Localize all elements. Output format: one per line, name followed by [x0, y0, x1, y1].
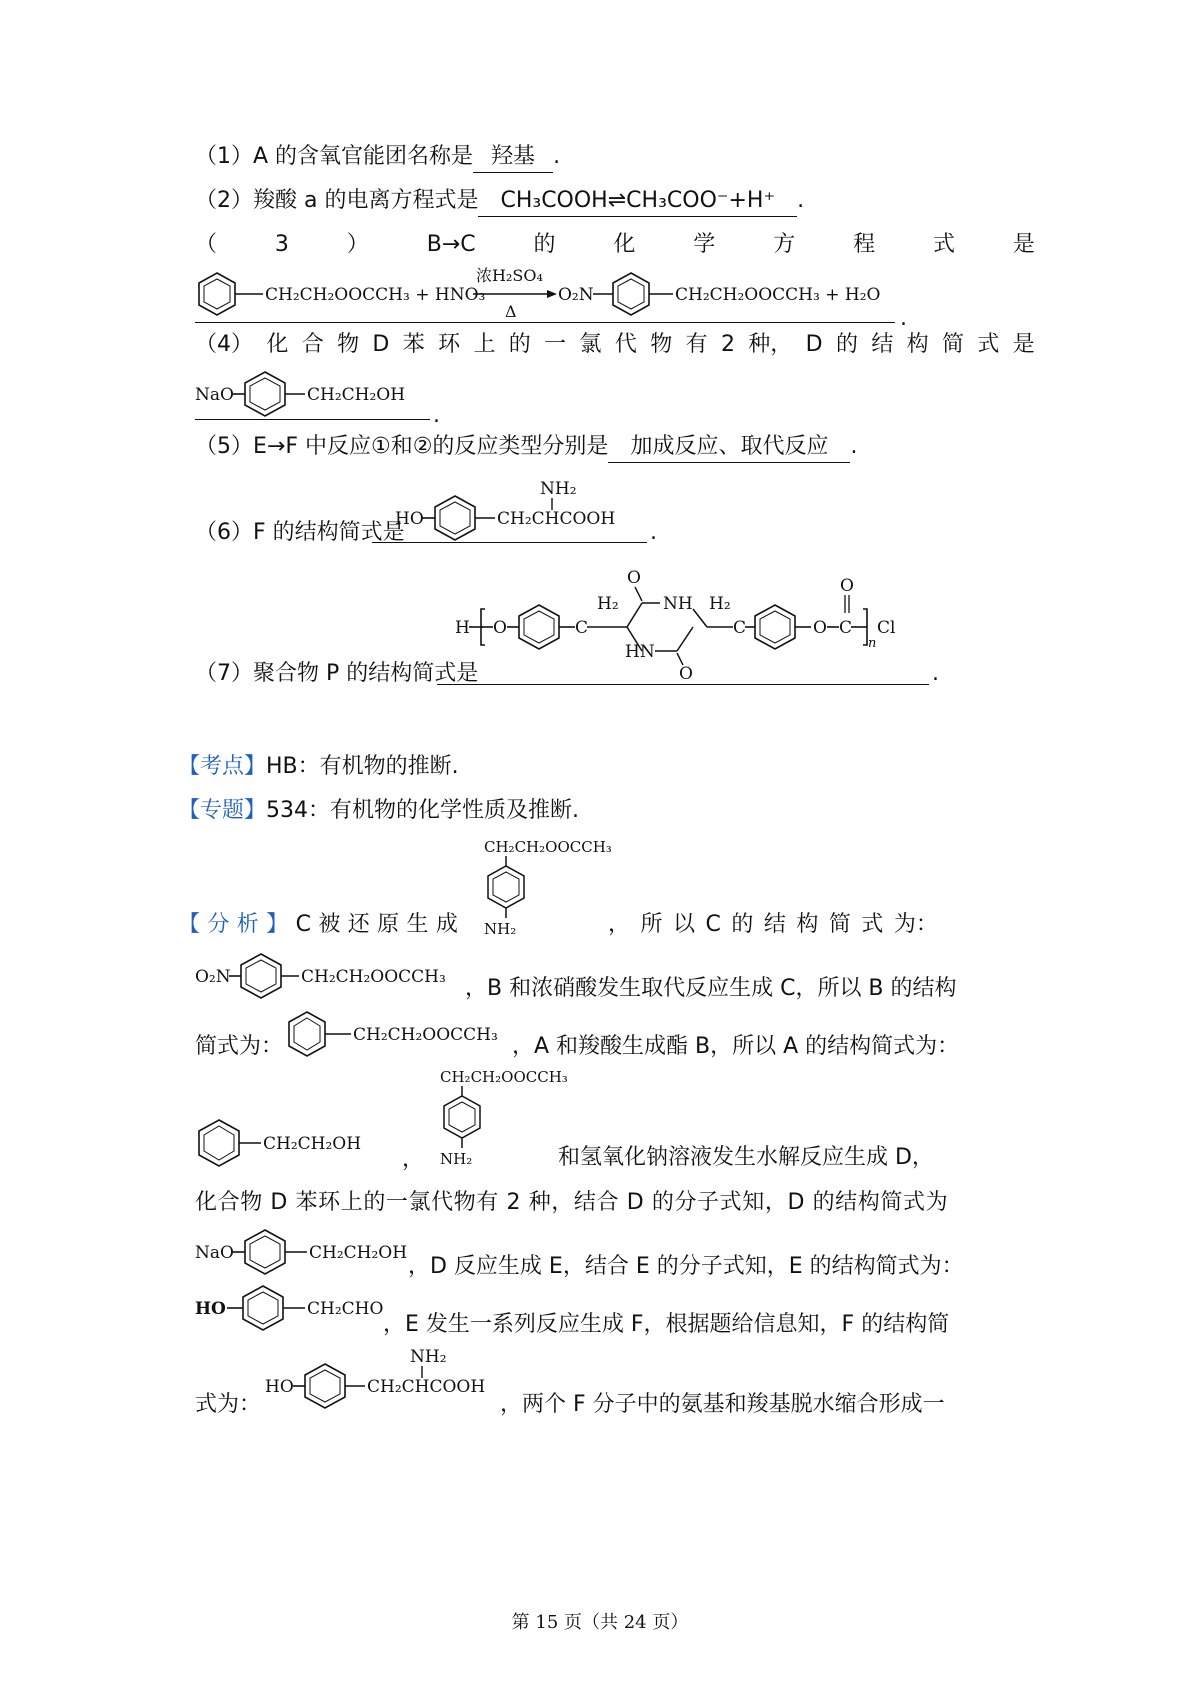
- fenxi-s5-bottom: NH₂: [440, 1150, 473, 1168]
- fenxi-s7-right: CH₂CHO: [307, 1299, 384, 1319]
- q1-line: [195, 142, 560, 173]
- fenxi-s2-right: CH₂CH₂OOCCH₃: [301, 967, 446, 987]
- q4-token: 物: [650, 332, 673, 357]
- fenxi-l1-token: 还: [347, 912, 370, 937]
- q6-left: HO: [395, 509, 424, 529]
- q4-token: 是: [1012, 332, 1035, 357]
- fenxi-line1-tail: [608, 910, 938, 940]
- q7-h: H: [455, 618, 470, 638]
- fenxi-l8-text: ，两个 F 分子中的氨基和羧基脱水缩合形成一: [500, 1392, 945, 1417]
- q4-token: 结: [871, 332, 894, 357]
- q3-equation: [195, 265, 915, 329]
- q3-answer-line: [195, 322, 895, 323]
- page-footer: 第 15 页（共 24 页）: [511, 1612, 689, 1633]
- q3-reactant1: CH₂CH₂OOCCH₃ + HNO₃: [265, 285, 486, 305]
- q5-prefix: （5）E→F 中反应①和②的反应类型分别是: [195, 434, 609, 459]
- q4-answer-line: [195, 419, 430, 420]
- q3-token: 3: [274, 232, 289, 257]
- q4-token: 式: [977, 332, 1000, 357]
- q4-token: 苯: [402, 332, 425, 357]
- q7-c1: C: [575, 618, 589, 638]
- fenxi-s6-left: NaO: [195, 1243, 234, 1263]
- q3-token: （: [195, 232, 218, 257]
- fenxi-s7-left: HO: [195, 1299, 226, 1319]
- q4-token: 环: [438, 332, 461, 357]
- fenxi-s8: [265, 1342, 505, 1418]
- q4-structure: [195, 368, 435, 422]
- q2-prefix: （2）羧酸 a 的电离方程式是: [195, 188, 479, 213]
- q6-right: CH₂CHCOOH: [497, 509, 616, 529]
- q1-answer: 羟基: [473, 142, 553, 173]
- q7-ch2a: H₂: [597, 594, 619, 614]
- q7-suffix: .: [932, 661, 939, 686]
- q3-product-tail: CH₂CH₂OOCCH₃ + H₂O: [675, 285, 881, 305]
- q3-spread-line: [195, 230, 1035, 260]
- fenxi-l1-tail-token: 以: [673, 912, 696, 937]
- fenxi-l8-prefix: 式为：: [195, 1392, 262, 1417]
- q4-token: 构: [906, 332, 929, 357]
- q7-answer-line: [437, 684, 929, 685]
- fenxi-l3-prefix: 简式为：: [195, 1034, 284, 1059]
- fenxi-l5-text: 化合物 D 苯环上的一氯代物有 2 种，结合 D 的分子式知，D 的结构简式为: [195, 1190, 949, 1215]
- q2-answer: CH₃COOH⇌CH₃COO⁻+H⁺: [478, 186, 797, 217]
- q7-structure: [455, 565, 915, 689]
- fenxi-l5: [195, 1188, 949, 1218]
- q4-token: 氯: [579, 332, 602, 357]
- q1-prefix: （1）A 的含氧官能团名称是: [195, 144, 474, 169]
- fenxi-s1: [470, 836, 620, 950]
- fenxi-l1-token: 生: [406, 912, 429, 937]
- fenxi-tag-token: 析: [236, 912, 259, 937]
- fenxi-l1-tail-token: 的: [731, 912, 754, 937]
- q7-nh: NH: [663, 594, 693, 614]
- fenxi-l1-tail-token: 式: [861, 912, 884, 937]
- fenxi-l6-text: ，D 反应生成 E，结合 E 的分子式知，E 的结构简式为：: [408, 1254, 964, 1279]
- q4-token: 简: [942, 332, 965, 357]
- q4-token: 代: [614, 332, 637, 357]
- q7-cl: Cl: [877, 618, 896, 638]
- q4-token: 的: [508, 332, 531, 357]
- q3-token: ）: [346, 232, 369, 257]
- q4-token: 的: [835, 332, 858, 357]
- zhuanti-line: [178, 796, 579, 826]
- q3-token: 程: [853, 232, 876, 257]
- fenxi-tag-token: 【: [178, 912, 201, 937]
- fenxi-s6-right: CH₂CH₂OH: [309, 1243, 408, 1263]
- fenxi-s4: [195, 1118, 375, 1172]
- q4-right: CH₂CH₂OH: [307, 385, 406, 405]
- q7-c3: C: [839, 618, 853, 638]
- zhuanti-text: 534：有机物的化学性质及推断.: [266, 798, 580, 823]
- fenxi-s5: [418, 1066, 568, 1180]
- q3-token: 化: [613, 232, 636, 257]
- q3-token: 是: [1012, 232, 1035, 257]
- q3-product-prefix: O₂N: [558, 285, 594, 305]
- fenxi-s5-top: CH₂CH₂OOCCH₃: [440, 1068, 568, 1086]
- q3-token: 方: [773, 232, 796, 257]
- q7-ch2b: H₂: [709, 594, 731, 614]
- q4-spread-line: [195, 330, 1035, 360]
- fenxi-s7: [195, 1282, 395, 1336]
- q4-token: D: [372, 332, 390, 357]
- q7-o3: O: [840, 576, 854, 596]
- q4-token: 合: [301, 332, 324, 357]
- fenxi-l4-text: 和氢氧化钠溶液发生水解反应生成 D，: [558, 1145, 934, 1170]
- q4-token: 一: [544, 332, 567, 357]
- q4-token: D: [805, 332, 823, 357]
- kaodian-text: HB：有机物的推断.: [266, 754, 459, 779]
- fenxi-l1-tail-token: 所: [640, 912, 663, 937]
- q2-suffix: .: [797, 188, 805, 213]
- q3-token: 学: [693, 232, 716, 257]
- fenxi-l1-token: 被: [318, 912, 341, 937]
- fenxi-l1-token: 成: [435, 912, 458, 937]
- q4-token: （4）: [195, 332, 253, 357]
- zhuanti-tag: 【专题】: [178, 798, 267, 823]
- q7-o1: O: [493, 618, 507, 638]
- q6-structure: [395, 476, 645, 550]
- fenxi-s8-left: HO: [265, 1377, 294, 1397]
- fenxi-s2: [195, 950, 475, 1004]
- fenxi-s8-right: CH₂CHCOOH: [367, 1377, 486, 1397]
- q5-line: [195, 432, 857, 463]
- fenxi-s6: [195, 1226, 425, 1280]
- q4-suffix: .: [433, 403, 440, 428]
- q4-token: 上: [473, 332, 496, 357]
- q3-condition: 浓H₂SO₄: [476, 266, 543, 285]
- fenxi-s1-bottom: NH₂: [484, 920, 517, 938]
- q7-o-bot: O: [679, 664, 693, 684]
- fenxi-s3-right: CH₂CH₂OOCCH₃: [353, 1025, 498, 1045]
- q3-suffix: .: [900, 306, 907, 331]
- q6-top: NH₂: [540, 479, 577, 499]
- kaodian-line: [178, 752, 459, 782]
- fenxi-l1-tail-token: 结: [763, 912, 786, 937]
- fenxi-s3: [285, 1008, 515, 1064]
- q3-token: 的: [533, 232, 556, 257]
- fenxi-s4-right: CH₂CH₂OH: [263, 1134, 362, 1154]
- fenxi-line1-head: [178, 910, 458, 940]
- q6-prefix: （6）F 的结构简式是: [195, 520, 405, 545]
- q3-token: B→C: [426, 232, 476, 257]
- fenxi-s2-left: O₂N: [195, 967, 231, 987]
- fenxi-l1-token: 原: [377, 912, 400, 937]
- fenxi-l1-token: C: [295, 912, 311, 937]
- q4-token: 2: [720, 332, 735, 357]
- q1-suffix: .: [553, 144, 561, 169]
- fenxi-s1-top: CH₂CH₂OOCCH₃: [484, 838, 612, 856]
- fenxi-l1-tail-token: ，: [608, 912, 631, 937]
- fenxi-l3-text: ，A 和羧酸生成酯 B，所以 A 的结构简式为：: [512, 1034, 960, 1059]
- fenxi-tag-token: 】: [266, 912, 289, 937]
- q4-token: 物: [337, 332, 360, 357]
- fenxi-l1-tail-token: 构: [796, 912, 819, 937]
- q2-line: [195, 186, 804, 217]
- kaodian-tag: 【考点】: [178, 754, 267, 779]
- q5-answer: 加成反应、取代反应: [608, 432, 850, 463]
- q6-answer-line: [372, 542, 647, 543]
- q4-token: 种，: [748, 332, 793, 357]
- fenxi-l7-text: ，E 发生一系列反应生成 F，根据题给信息知，F 的结构简: [383, 1312, 950, 1337]
- q7-n: n: [868, 636, 877, 651]
- q7-prefix: （7）聚合物 P 的结构简式是: [195, 661, 479, 686]
- q4-left: NaO: [195, 385, 234, 405]
- q3-heat: Δ: [505, 302, 517, 321]
- q7-o2: O: [813, 618, 827, 638]
- q5-suffix: .: [850, 434, 858, 459]
- fenxi-l1-tail-token: C: [705, 912, 721, 937]
- fenxi-tag-token: 分: [207, 912, 230, 937]
- fenxi-l2-text: ，B 和浓硝酸发生取代反应生成 C，所以 B 的结构: [465, 976, 957, 1001]
- fenxi-l1-tail-token: 简: [828, 912, 851, 937]
- fenxi-l1-tail-token: 为：: [893, 912, 938, 937]
- fenxi-s8-top: NH₂: [410, 1347, 447, 1367]
- q7-c2: C: [733, 618, 747, 638]
- fenxi-comma: ，: [402, 1147, 425, 1172]
- q7-o-top: O: [627, 568, 641, 588]
- q4-token: 有: [685, 332, 708, 357]
- q3-token: 式: [933, 232, 956, 257]
- q6-suffix: .: [650, 520, 657, 545]
- q4-token: 化: [266, 332, 289, 357]
- q7-hn: HN: [625, 642, 655, 662]
